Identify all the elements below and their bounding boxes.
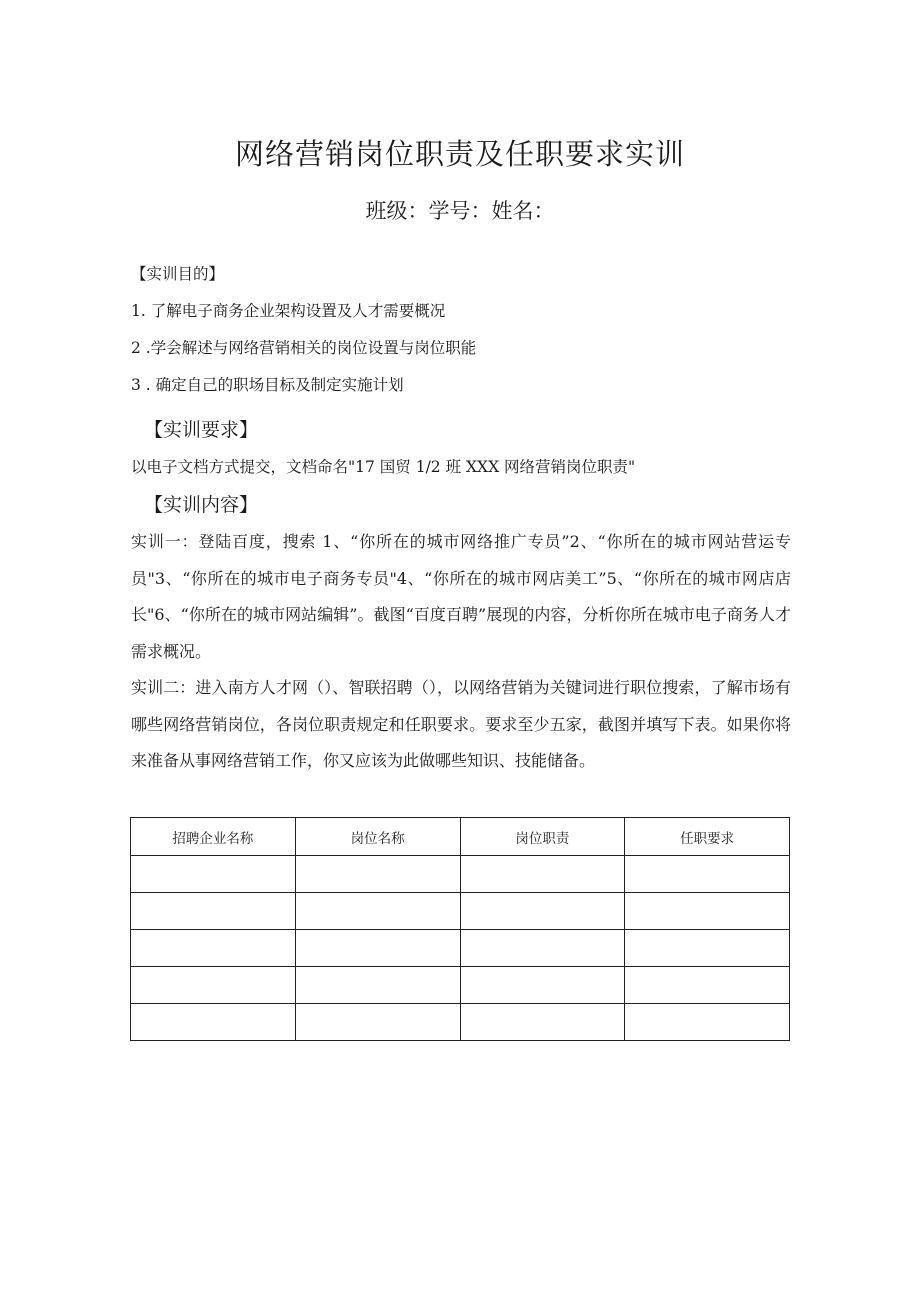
- objective-item-2: 2 .学会解述与网络营销相关的岗位设置与岗位职能: [131, 339, 477, 357]
- task-one-paragraph: 实训一：登陆百度，搜索 1、“你所在的城市网络推广专员”2、“你所在的城市网站营运专员"3、“你所在的城市电子商务专员"4、“你所在的城市网店美工”5、“你所在的城市网店店长"6、“你所在的城市网站编辑”。截图“百度百聘”展现的内容，分析你所在城市电子商务人才需求概况。: [131, 532, 791, 661]
- objective-item-3: 3 . 确定自己的职场目标及制定实施计划: [131, 376, 404, 394]
- table-cell[interactable]: [295, 856, 460, 893]
- table-cell[interactable]: [625, 856, 790, 893]
- table-cell[interactable]: [295, 967, 460, 1004]
- table-header-row: [131, 818, 790, 856]
- job-survey-table: [130, 817, 790, 1041]
- header-position-duties: 岗位职责: [460, 818, 625, 856]
- content-heading: 【实训内容】: [144, 494, 259, 516]
- table-cell[interactable]: [131, 1004, 296, 1041]
- table-row: [131, 856, 790, 893]
- table-cell[interactable]: [131, 856, 296, 893]
- class-id-name-line: 班级：学号：姓名：: [365, 199, 555, 223]
- requirements-heading: 【实训要求】: [144, 419, 259, 441]
- table-row: [131, 893, 790, 930]
- objectives-heading: 【实训目的】: [131, 265, 225, 283]
- table-row: [131, 967, 790, 1004]
- table-cell[interactable]: [625, 967, 790, 1004]
- header-position-name: 岗位名称: [295, 818, 460, 856]
- table-cell[interactable]: [131, 967, 296, 1004]
- table-cell[interactable]: [131, 930, 296, 967]
- objective-item-1: 1. 了解电子商务企业架构设置及人才需要概况: [131, 302, 446, 320]
- table-cell[interactable]: [295, 1004, 460, 1041]
- header-job-requirements: 任职要求: [625, 818, 790, 856]
- table-cell[interactable]: [625, 1004, 790, 1041]
- table-cell[interactable]: [460, 1004, 625, 1041]
- requirements-text: 以电子文档方式提交，文档命名"17 国贸 1/2 班 XXX 网络营销岗位职责": [131, 458, 636, 476]
- table-cell[interactable]: [625, 930, 790, 967]
- document-title: 网络营销岗位职责及任职要求实训: [234, 137, 685, 171]
- table-cell[interactable]: [460, 967, 625, 1004]
- table-cell[interactable]: [460, 893, 625, 930]
- table-cell[interactable]: [460, 856, 625, 893]
- header-company-name: 招聘企业名称: [131, 818, 296, 856]
- table-cell[interactable]: [295, 930, 460, 967]
- table-row: [131, 1004, 790, 1041]
- table-row: [131, 930, 790, 967]
- task-two-paragraph: 实训二：进入南方人才网（）、智联招聘（），以网络营销为关键词进行职位搜索，了解市场有哪些网络营销岗位，各岗位职责规定和任职要求。要求至少五家，截图并填写下表。如果你将来准备从事网络营销工作，你又应该为此做哪些知识、技能储备。: [131, 678, 791, 770]
- table-cell[interactable]: [460, 930, 625, 967]
- table-cell[interactable]: [625, 893, 790, 930]
- table-cell[interactable]: [295, 893, 460, 930]
- table-cell[interactable]: [131, 893, 296, 930]
